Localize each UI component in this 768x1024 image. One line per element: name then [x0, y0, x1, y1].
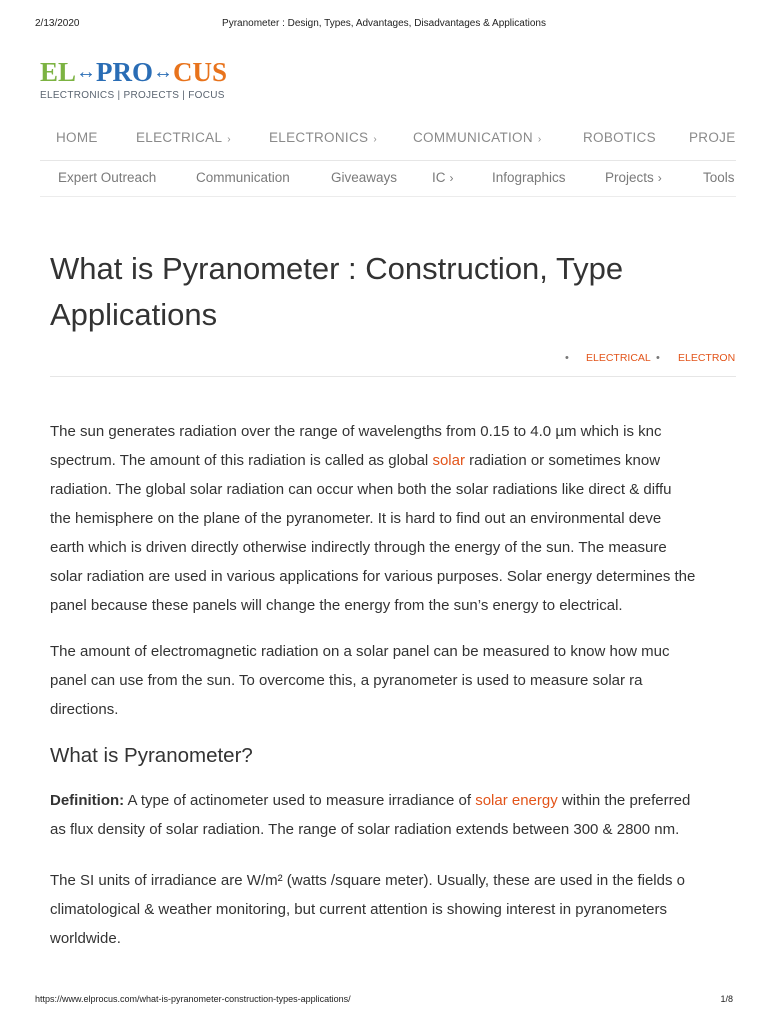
title-line: Applications — [50, 297, 218, 332]
logo-part-el: EL — [40, 57, 77, 87]
nav2-communication[interactable] — [196, 170, 290, 185]
nav-label: ELECTRICAL — [136, 130, 223, 145]
nav-divider — [40, 196, 736, 197]
nav2-expert-outreach[interactable] — [58, 170, 156, 185]
chevron-right-icon: › — [449, 171, 454, 185]
meta-divider — [50, 376, 736, 377]
print-date: 2/13/2020 — [35, 18, 80, 29]
text-run: radiation or sometimes know — [464, 452, 661, 469]
text-line — [50, 786, 736, 815]
text-run: A type of actinometer used to measure irradiance of — [124, 792, 476, 809]
category-link[interactable]: ELECTRON — [678, 352, 736, 364]
text-line: solar radiation are used in various applications for various purposes. Solar energy determines the — [50, 568, 696, 585]
nav-divider — [40, 160, 736, 161]
text-line: The amount of electromagnetic radiation on a solar panel can be measured to know how muc — [50, 643, 670, 660]
title-line: What is Pyranometer : Construction, Type — [50, 251, 624, 286]
article-title — [50, 246, 736, 338]
text-run: spectrum. The amount of this radiation is called as global — [50, 452, 433, 469]
text-line: panel because these panels will change the energy from the sun’s energy to electrical. — [50, 597, 623, 614]
nav-label: Tools — [703, 170, 735, 185]
nav2-ic[interactable] — [432, 170, 454, 185]
nav-electronics[interactable] — [269, 130, 377, 145]
nav-communication[interactable] — [413, 130, 542, 145]
nav-label: HOME — [56, 130, 98, 145]
nav-label: COMMUNICATION — [413, 130, 533, 145]
logo-arrow-icon: ↔ — [76, 61, 97, 83]
print-page-title: Pyranometer : Design, Types, Advantages, Disadvantages & Applications — [222, 18, 546, 29]
text-line: worldwide. — [50, 930, 121, 947]
text-line: radiation. The global solar radiation can occur when both the solar radiations like direct & diffu — [50, 481, 672, 498]
nav-projects[interactable] — [689, 130, 736, 145]
definition-label: Definition: — [50, 792, 125, 809]
print-url: https://www.elprocus.com/what-is-pyranometer-construction-types-applications/ — [35, 994, 351, 1004]
text-line: earth which is driven directly otherwise indirectly through the energy of the sun. The measure — [50, 539, 667, 556]
text-run: within the preferred — [557, 792, 691, 809]
nav-label: PROJE — [689, 130, 736, 145]
nav-label: IC — [432, 170, 446, 185]
print-page-number: 1/8 — [720, 994, 733, 1004]
nav-label: ROBOTICS — [583, 130, 656, 145]
bullet-icon: • — [565, 352, 569, 364]
nav-label: Expert Outreach — [58, 170, 157, 185]
nav2-tools[interactable] — [703, 170, 735, 185]
nav2-projects[interactable] — [605, 170, 662, 185]
text-line: as flux density of solar radiation. The range of solar radiation extends between 300 & 2800 nm. — [50, 821, 680, 838]
site-logo[interactable] — [40, 58, 227, 101]
solar-energy-link[interactable]: solar energy — [475, 792, 558, 809]
logo-arrow-icon: ↔ — [153, 61, 174, 83]
logo-part-pro: PRO — [96, 57, 154, 87]
text-line: the hemisphere on the plane of the pyranometer. It is hard to find out an environmental deve — [50, 510, 662, 527]
text-line: The sun generates radiation over the range of wavelengths from 0.15 to 4.0 µm which is knc — [50, 423, 662, 440]
chevron-right-icon: › — [373, 134, 377, 145]
text-line — [50, 446, 736, 475]
nav-electrical[interactable] — [136, 130, 231, 145]
text-line: directions. — [50, 701, 119, 718]
category-link[interactable]: ELECTRICAL — [586, 352, 651, 364]
paragraph-measurement — [50, 637, 736, 724]
nav-label: Projects — [605, 170, 654, 185]
text-line: climatological & weather monitoring, but current attention is showing interest in pyranometers — [50, 901, 667, 918]
nav-label: Giveaways — [331, 170, 398, 185]
logo-tagline: ELECTRONICS | PROJECTS | FOCUS — [40, 90, 225, 101]
bullet-icon: • — [656, 352, 660, 364]
nav2-infographics[interactable] — [492, 170, 566, 185]
chevron-right-icon: › — [227, 134, 231, 145]
paragraph-si-units — [50, 866, 736, 953]
paragraph-intro — [50, 417, 736, 620]
solar-link[interactable]: solar — [432, 452, 465, 469]
text-line: The SI units of irradiance are W/m² (watts /square meter). Usually, these are used in the fields o — [50, 872, 685, 889]
nav-label: ELECTRONICS — [269, 130, 369, 145]
logo-part-cus: CUS — [173, 57, 228, 87]
nav-label: Communication — [196, 170, 290, 185]
nav2-giveaways[interactable] — [331, 170, 397, 185]
nav-robotics[interactable] — [583, 130, 656, 145]
nav-label: Infographics — [492, 170, 566, 185]
chevron-right-icon: › — [537, 134, 542, 145]
paragraph-definition — [50, 786, 736, 844]
chevron-right-icon: › — [657, 171, 662, 185]
section-heading: What is Pyranometer? — [50, 744, 253, 767]
logo-wordmark — [40, 58, 227, 89]
print-footer — [0, 994, 768, 1008]
nav-home[interactable] — [56, 130, 98, 145]
text-line: panel can use from the sun. To overcome this, a pyranometer is used to measure solar ra — [50, 672, 643, 689]
